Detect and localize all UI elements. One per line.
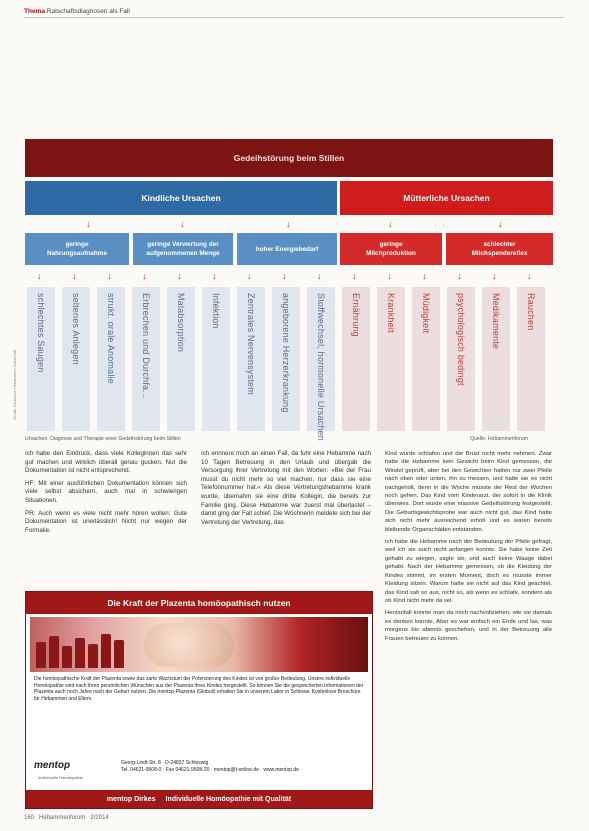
subgroup-milk-production: geringe Milchproduktion [340,233,442,265]
arrow-icon: ↓ [72,271,77,281]
baby-image [144,623,234,667]
paragraph: Ich erinnere mich an einen Fall, da fuhr eine Hebamme nach 10 Tagen Betreuung in den Urlaub und übergab die Versorgung ihrer Vertretung mit den Worten: »Bei der Frau musst du nicht mehr so viel machen, nur dass sie eine Telefonnummer hat.« Als diese Vertretungshebamme krank wurde, übernahm sie eine dritte Kollegin, die bereits zur Familie ging. Diese Hebamme war zuerst mal überlastet – damit ging der Fall schief. Die Wöchnerin meldete sich bei der Vertretung der Vertretung, das [201,450,371,526]
figure-source: Quelle: Hebammenforum [470,436,528,442]
cause-item: Medikamente [482,287,510,431]
header-label: Thema [24,8,45,15]
arrow-icon: ↓ [142,271,147,281]
child-causes-bar: Kindliche Ursachen [25,181,337,215]
paragraph: Kind würde schlafen und die Brust nicht mehr nehmen. Zwar hatte die Hebamme kein Gewicht beim Kind gemessen, die Windel geprüft, aber bei den Gewichten hatten nur zwei Pfeile nach oben oder unten, ihn zu messen, und hatte sie es nicht nachgeholt, denn in die Woche musste der Rest der Wochen noch gehen. Das Kind vom Kinderarzt, der sofort in die Klinik überwies. Dort wurde eine massive Gedeihstörung festgestellt. Die Geburtsgewichtsprobe war auch nicht gut, das Kind hatte sich nicht mehr ausreichend erholt und es waren bereits bleibende Organschäden entstanden. [385,451,552,533]
paragraph: Ich habe den Eindruck, dass viele Kolleginnen das sehr gut machen und wirklich überall genau gucken. Nur die Dokumentation ist nicht entsprechend. [25,450,187,475]
paragraph: PR: Auch wenn es viele nicht mehr hören wollen: Gute Dokumentation ist unerlässlich! Nicht nur wegen der Formalie. [25,509,187,534]
cause-item: psychologisch bedingt [447,287,475,431]
cause-item: schlechtes Saugen [27,287,55,431]
header-text: Ratschaftsdiagnosen als Fall [46,8,130,15]
cause-item: Krankheit [377,287,405,431]
text-column-3 [385,450,552,647]
journal-name: Hebammenforum [39,815,86,821]
image-credit: Grafik: Deutsche Hebammen Zeitschrift [12,349,17,420]
arrow-icon: ↓ [107,271,112,281]
mentop-logo: mentop [34,760,71,771]
arrow-icon: ↓ [422,271,427,281]
figure-caption: Ursachen, Diagnose und Therapie einer Gedeihstörung beim Stillen [25,436,181,442]
cause-item: angeborene Herzerkrankung [272,287,300,431]
arrow-icon: ↓ [282,271,287,281]
paragraph: Ich habe die Hebamme nach der Bedeutung der Pfeile gefragt, weil ich sie auch nicht anfangen konnte. Sie habe keine Zeit gehabt zu wiegen, sagte sie, und auch keine Waage dabei gehabt. Nach der Hebamme gemessen, ob die Kleidung der Kindes stimmt, im ersten Moment, doch es musste immer Kleidung sitzen. Warum hatte sie nicht auf das Kind geachtet, das Kind sah so aus, nicht so, als wenn es schlafe, sondern als ob Kind nicht mehr da sei. [385,539,552,604]
cause-item: Rauchen [517,287,545,431]
cause-item: seltenes Anlegen [62,287,90,431]
page-number: 160 [24,815,35,821]
cause-item: Zentrales Nervensystem [237,287,265,431]
arrow-icon: ↓ [180,219,185,229]
cause-item: Erbrechen und Durchfa... [132,287,160,431]
advertisement[interactable] [25,591,373,809]
arrow-icon: ↓ [317,271,322,281]
arrow-icon: ↓ [37,271,42,281]
arrow-icon: ↓ [457,271,462,281]
ad-contact: Georg-Lindt-Str. 8 · D-24837 Schleswig Tel. 04621-9508-0 · Fax 04621-9508-20 · mentop@t-online.de · www.mentop.de [121,760,299,773]
header-rule [24,17,564,18]
subgroup-energy: hoher Energiebedarf [237,233,337,265]
arrow-icon: ↓ [498,219,503,229]
subgroup-letdown: schlechter Milchspendereflex [446,233,553,265]
ad-footer-brand: mentop Dirkes [106,795,156,803]
journal-issue: 2/2014 [90,815,109,821]
ad-footer-slogan: Individuelle Homöopathie mit Qualität [165,795,292,803]
paragraph: Herzanfall konnte man da noch nachvollziehen, wie sie damals es denken konnte. Aber es war einfach ein Ende und las, was morgens bis abends geschehen, und in der Betreuung alle Frauen betreuen zu können. [385,610,552,642]
ad-footer [26,790,372,808]
cause-item: Ernährung [342,287,370,431]
page-footer [24,815,109,821]
subgroup-utilization: geringe Verwertung der aufgenommenen Menge [133,233,233,265]
globuli-bottles-image [36,630,131,668]
ad-body: Die homöopathische Kraft der Plazenta sowie das zarte Wachstum der Potenzierung des Kindes ist von großer Bedeutung. Unsere individuelle Homöopathie wird nach Ihren persönlichen Wünschen aus der Plazenta Ihres Kindes hergestellt. So können Sie die gespeicherten Informationen der Plazenta auch noch Jahre nach der Geburt nutzen. Die mentop-Plazenta (Globuli) erhalten Sie in unserem Labor in Schlesw. Kostenlose Broschüre für Hebammen und Eltern. [34,676,364,702]
cause-item: Stoffwechsel, hormonelle Ursachen [307,287,335,431]
arrow-icon: ↓ [527,271,532,281]
arrow-icon: ↓ [387,271,392,281]
mother-causes-bar: Mütterliche Ursachen [340,181,553,215]
cause-item: strukt. orale Anomalie [97,287,125,431]
arrow-icon: ↓ [286,219,291,229]
running-header [24,8,130,15]
subgroup-intake: geringe Nahrungsaufnahme [25,233,129,265]
cause-item: Infektion [202,287,230,431]
cause-item: Malabsorption [167,287,195,431]
arrow-icon: ↓ [86,219,91,229]
arrow-icon: ↓ [247,271,252,281]
arrow-icon: ↓ [492,271,497,281]
text-column-1 [25,450,187,539]
logo-subtitle: Individuelle Homöopathie [38,775,83,780]
arrow-icon: ↓ [352,271,357,281]
diagram-title: Gedeihstörung beim Stillen [25,139,553,177]
arrow-icon: ↓ [212,271,217,281]
text-column-2 [201,450,371,531]
ad-title: Die Kraft der Plazenta homöopathisch nutzen [26,592,372,614]
paragraph: HF: Mit einer ausführlichen Dokumentation können sich viele selbst absichern, auch mal in schwierigen Situationen. [25,479,187,504]
cause-item: Müdigkeit [412,287,440,431]
arrow-icon: ↓ [388,219,393,229]
arrow-icon: ↓ [177,271,182,281]
